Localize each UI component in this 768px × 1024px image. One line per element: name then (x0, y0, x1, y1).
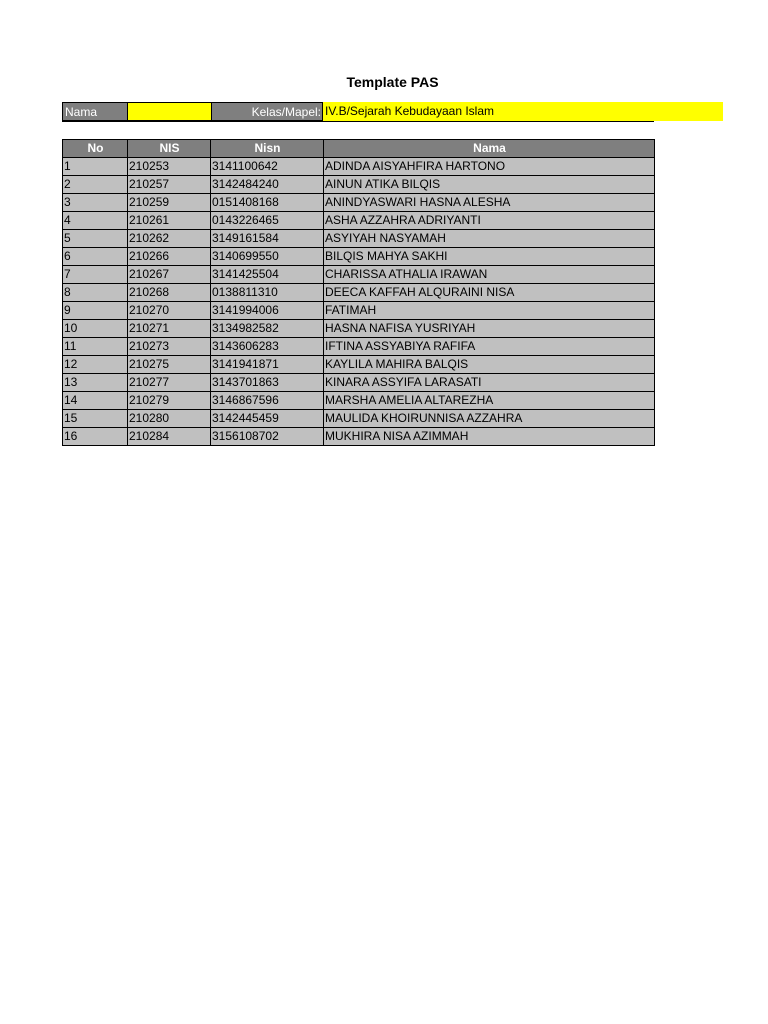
table-row (63, 374, 655, 392)
cell-nama[interactable]: MARSHA AMELIA ALTAREZHA (324, 392, 655, 410)
cell-nama[interactable]: KAYLILA MAHIRA BALQIS (324, 356, 655, 374)
table-row (63, 212, 655, 230)
cell-no[interactable]: 10 (63, 320, 128, 338)
cell-nama[interactable]: ASHA AZZAHRA ADRIYANTI (324, 212, 655, 230)
cell-nisn[interactable]: 3141994006 (211, 302, 324, 320)
cell-no[interactable]: 9 (63, 302, 128, 320)
cell-nis[interactable]: 210259 (128, 194, 211, 212)
cell-nis[interactable]: 210267 (128, 266, 211, 284)
cell-nis[interactable]: 210270 (128, 302, 211, 320)
cell-no[interactable]: 3 (63, 194, 128, 212)
cell-nisn[interactable]: 3141941871 (211, 356, 324, 374)
table-row (63, 302, 655, 320)
cell-no[interactable]: 8 (63, 284, 128, 302)
cell-no[interactable]: 16 (63, 428, 128, 446)
cell-nis[interactable]: 210280 (128, 410, 211, 428)
cell-no[interactable]: 7 (63, 266, 128, 284)
student-table (62, 139, 655, 446)
cell-no[interactable]: 11 (63, 338, 128, 356)
cell-nis[interactable]: 210277 (128, 374, 211, 392)
cell-nis[interactable]: 210275 (128, 356, 211, 374)
cell-nama[interactable]: CHARISSA ATHALIA IRAWAN (324, 266, 655, 284)
cell-nis[interactable]: 210266 (128, 248, 211, 266)
cell-nis[interactable]: 210268 (128, 284, 211, 302)
cell-no[interactable]: 6 (63, 248, 128, 266)
cell-nama[interactable]: MAULIDA KHOIRUNNISA AZZAHRA (324, 410, 655, 428)
table-row (63, 158, 655, 176)
cell-nis[interactable]: 210262 (128, 230, 211, 248)
table-row (63, 392, 655, 410)
cell-nisn[interactable]: 3146867596 (211, 392, 324, 410)
cell-nis[interactable]: 210253 (128, 158, 211, 176)
cell-nisn[interactable]: 3141425504 (211, 266, 324, 284)
table-row (63, 266, 655, 284)
cell-no[interactable]: 14 (63, 392, 128, 410)
kelas-value-field[interactable]: IV.B/Sejarah Kebudayaan Islam (323, 102, 723, 121)
cell-nis[interactable]: 210271 (128, 320, 211, 338)
cell-nis[interactable]: 210273 (128, 338, 211, 356)
table-row (63, 428, 655, 446)
cell-nisn[interactable]: 3140699550 (211, 248, 324, 266)
cell-nama[interactable]: MUKHIRA NISA AZIMMAH (324, 428, 655, 446)
cell-nama[interactable]: HASNA NAFISA YUSRIYAH (324, 320, 655, 338)
cell-nis[interactable]: 210284 (128, 428, 211, 446)
table-header-row (63, 140, 655, 158)
cell-nisn[interactable]: 0143226465 (211, 212, 324, 230)
cell-nisn[interactable]: 0151408168 (211, 194, 324, 212)
table-row (63, 410, 655, 428)
header-nama: Nama (324, 140, 655, 158)
kelas-label: Kelas/Mapel: (211, 102, 323, 121)
header-no: No (63, 140, 128, 158)
nama-value-field[interactable] (128, 102, 211, 121)
cell-nama[interactable]: AINUN ATIKA BILQIS (324, 176, 655, 194)
cell-no[interactable]: 4 (63, 212, 128, 230)
cell-nama[interactable]: DEECA KAFFAH ALQURAINI NISA (324, 284, 655, 302)
cell-nama[interactable]: FATIMAH (324, 302, 655, 320)
cell-nisn[interactable]: 3149161584 (211, 230, 324, 248)
cell-no[interactable]: 1 (63, 158, 128, 176)
cell-nisn[interactable]: 0138811310 (211, 284, 324, 302)
cell-nis[interactable]: 210279 (128, 392, 211, 410)
cell-nisn[interactable]: 3156108702 (211, 428, 324, 446)
cell-nama[interactable]: ASYIYAH NASYAMAH (324, 230, 655, 248)
header-nisn: Nisn (211, 140, 324, 158)
table-row (63, 248, 655, 266)
table-row (63, 194, 655, 212)
cell-nisn[interactable]: 3142484240 (211, 176, 324, 194)
nama-label: Nama (62, 102, 128, 121)
cell-nis[interactable]: 210261 (128, 212, 211, 230)
cell-nama[interactable]: IFTINA ASSYABIYA RAFIFA (324, 338, 655, 356)
table-row (63, 284, 655, 302)
cell-nisn[interactable]: 3142445459 (211, 410, 324, 428)
table-row (63, 320, 655, 338)
cell-nisn[interactable]: 3143606283 (211, 338, 324, 356)
table-row (63, 356, 655, 374)
cell-nama[interactable]: BILQIS MAHYA SAKHI (324, 248, 655, 266)
cell-nama[interactable]: ADINDA AISYAHFIRA HARTONO (324, 158, 655, 176)
header-nis: NIS (128, 140, 211, 158)
cell-nisn[interactable]: 3143701863 (211, 374, 324, 392)
cell-no[interactable]: 5 (63, 230, 128, 248)
cell-nis[interactable]: 210257 (128, 176, 211, 194)
info-divider (62, 121, 654, 122)
cell-no[interactable]: 13 (63, 374, 128, 392)
cell-nisn[interactable]: 3141100642 (211, 158, 324, 176)
table-row (63, 338, 655, 356)
cell-nisn[interactable]: 3134982582 (211, 320, 324, 338)
info-row (62, 102, 723, 121)
cell-nama[interactable]: KINARA ASSYIFA LARASATI (324, 374, 655, 392)
page-title: Template PAS (346, 74, 439, 90)
cell-nama[interactable]: ANINDYASWARI HASNA ALESHA (324, 194, 655, 212)
cell-no[interactable]: 2 (63, 176, 128, 194)
cell-no[interactable]: 12 (63, 356, 128, 374)
table-row (63, 176, 655, 194)
cell-no[interactable]: 15 (63, 410, 128, 428)
table-row (63, 230, 655, 248)
